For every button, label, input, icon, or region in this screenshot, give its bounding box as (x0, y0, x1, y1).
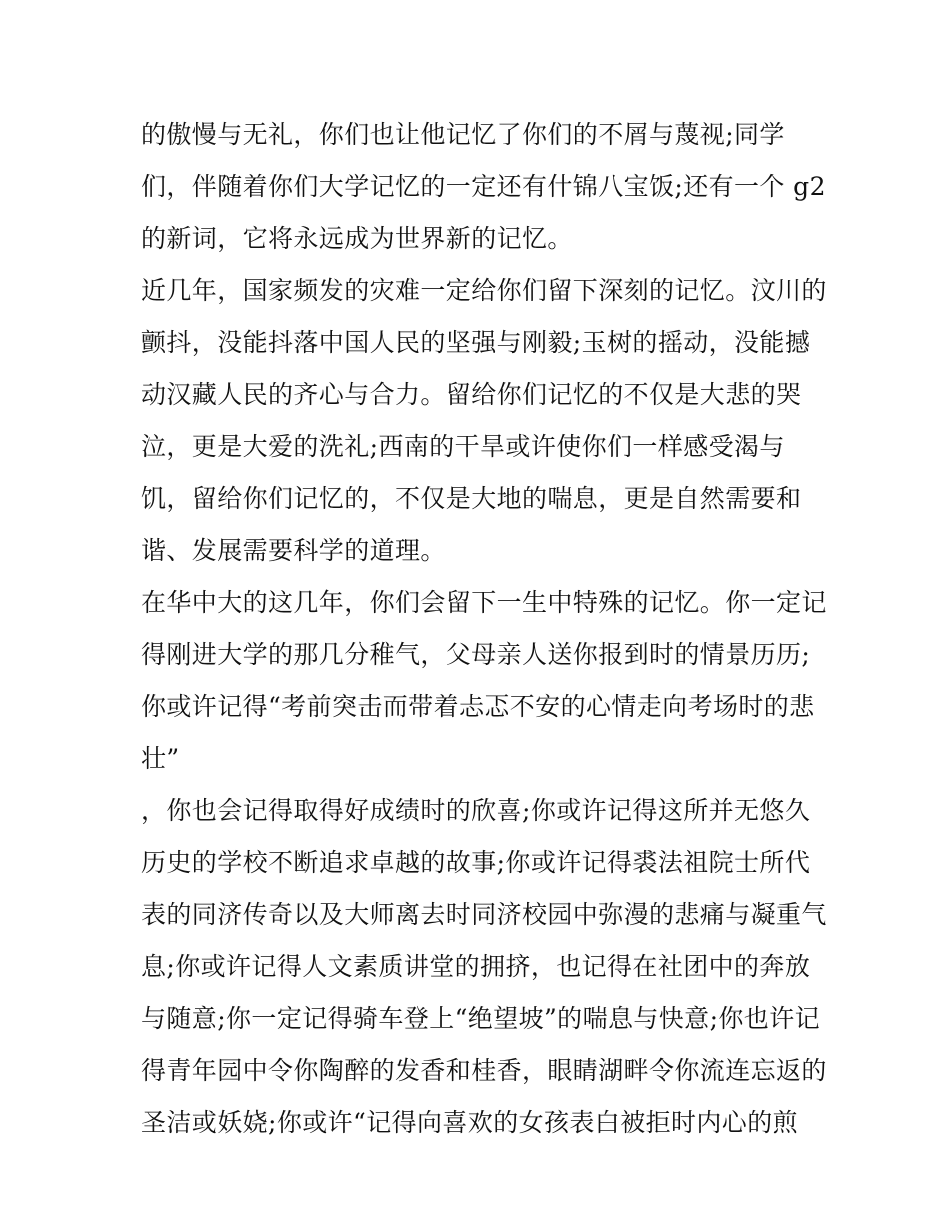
text-line: 表的同济传奇以及大师离去时同济校园中弥漫的悲痛与凝重气 (141, 900, 827, 929)
document-body (141, 109, 827, 1149)
text-line: 在华中大的这几年，你们会留下一生中特殊的记忆。你一定记 (141, 588, 827, 617)
text-line: 得刚进大学的那几分稚气，父母亲人送你报到时的情景历历; (141, 640, 811, 669)
text-line: 得青年园中令你陶醉的发香和桂香，眼睛湖畔令你流连忘返的 (141, 1056, 827, 1085)
text-line: 壮” (141, 744, 180, 773)
text-line: ，你也会记得取得好成绩时的欣喜;你或许记得这所并无悠久 (141, 796, 811, 825)
text-line: 颤抖，没能抖落中国人民的坚强与刚毅;玉树的摇动，没能撼 (141, 328, 811, 357)
text-line: 近几年，国家频发的灾难一定给你们留下深刻的记忆。汶川的 (141, 276, 827, 305)
text-line: 历史的学校不断追求卓越的故事;你或许记得裘法祖院士所代 (141, 848, 811, 877)
text-line: 与随意;你一定记得骑车登上“绝望坡”的喘息与快意;你也许记 (141, 1004, 821, 1033)
text-line: 饥，留给你们记忆的，不仅是大地的喘息，更是自然需要和 (141, 484, 802, 513)
text-line: 谐、发展需要科学的道理。 (141, 536, 446, 565)
text-line: 的新词，它将永远成为世界新的记忆。 (141, 224, 573, 253)
text-line: 动汉藏人民的齐心与合力。留给你们记忆的不仅是大悲的哭 (141, 380, 802, 409)
text-line: 息;你或许记得人文素质讲堂的拥挤，也记得在社团中的奔放 (141, 952, 811, 981)
text-line: 圣洁或妖娆;你或许“记得向喜欢的女孩表白被拒时内心的煎 (141, 1108, 799, 1137)
text-line: 泣，更是大爱的洗礼;西南的干旱或许使你们一样感受渴与 (141, 432, 785, 461)
text-line: 的傲慢与无礼，你们也让他记忆了你们的不屑与蔑视;同学 (141, 120, 785, 149)
text-line: 你或许记得“考前突击而带着忐忑不安的心情走向考场时的悲 (141, 692, 815, 721)
text-line: 们，伴随着你们大学记忆的一定还有什锦八宝饭;还有一个 g2 (141, 172, 826, 201)
